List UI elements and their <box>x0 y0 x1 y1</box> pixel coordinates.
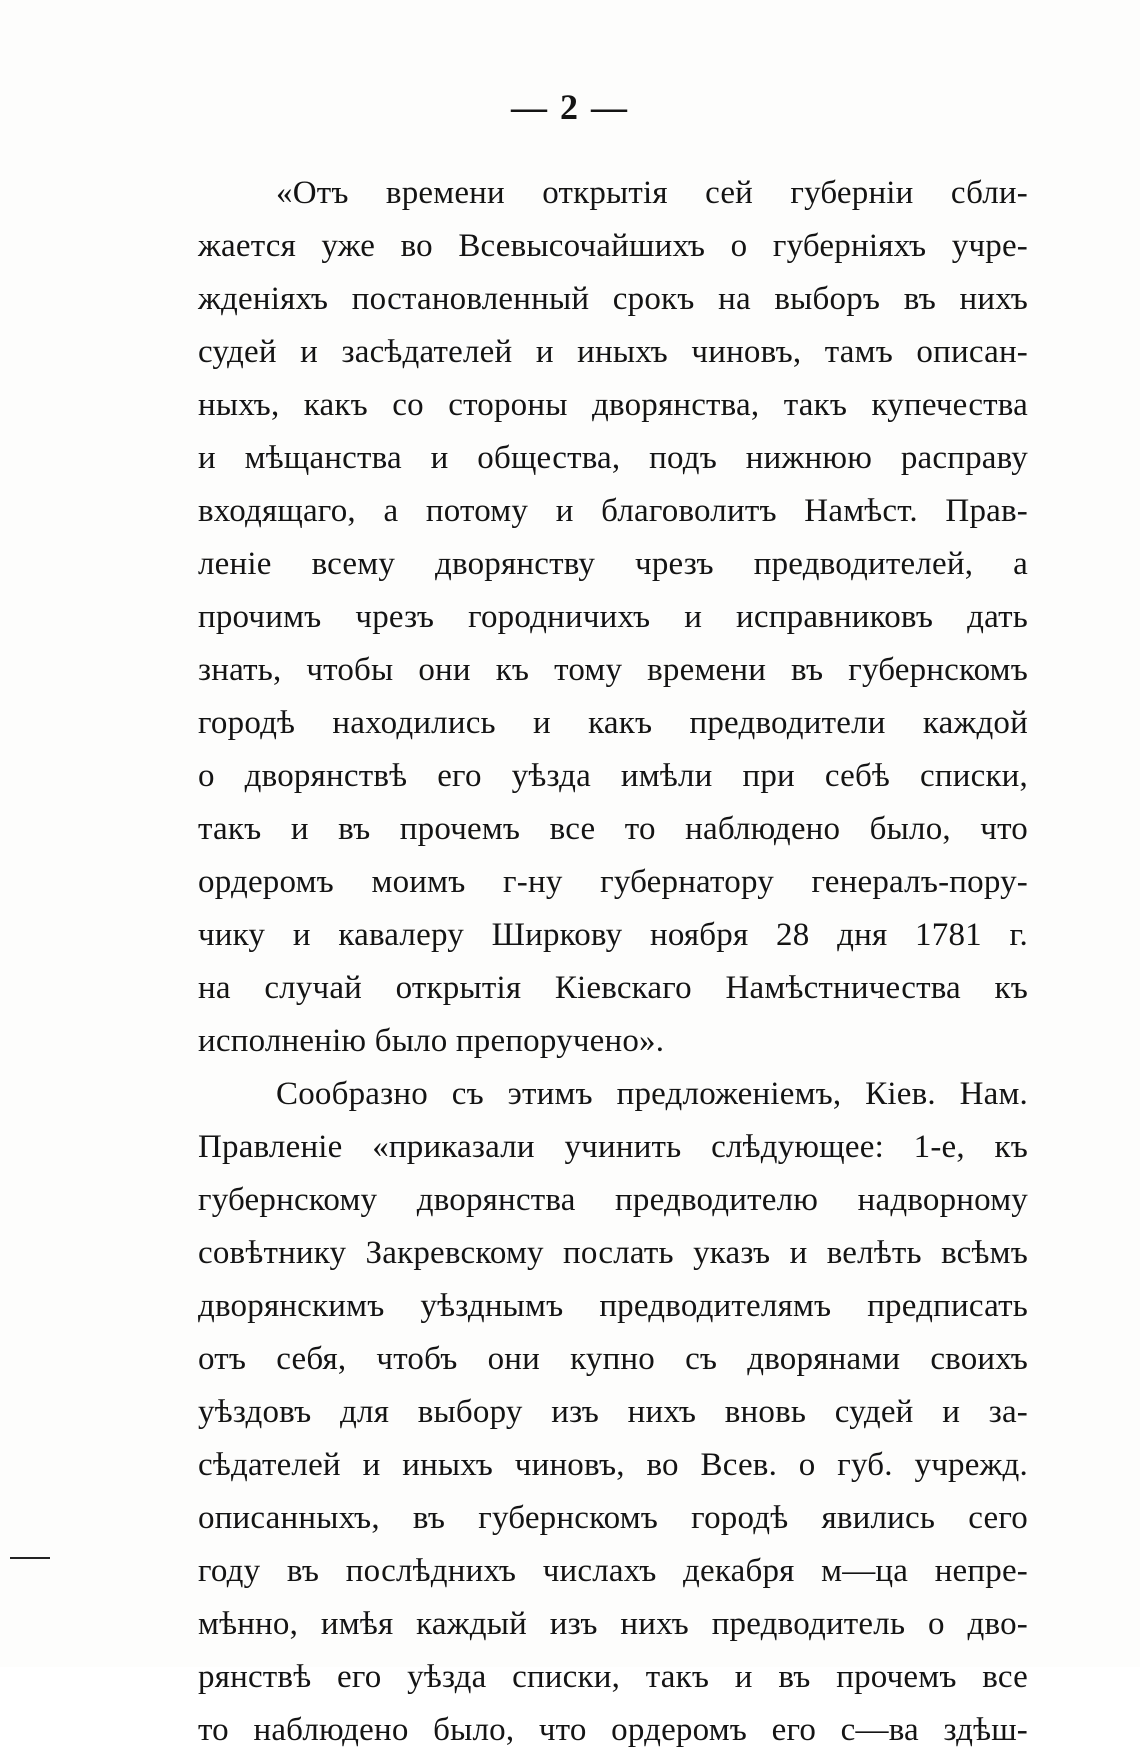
text-line: совѣтнику Закревскому послать указъ и велѣть всѣмъ <box>198 1235 1028 1271</box>
text-line: исполненію было препоручено». <box>198 1023 665 1059</box>
text-line: губернскому дворянства предводителю надворному <box>198 1182 1028 1218</box>
text-line: жается уже во Всевысочайшихъ о губерніяхъ учре- <box>198 228 1028 264</box>
text-line: году въ послѣднихъ числахъ декабря м—ца непре- <box>198 1553 1028 1589</box>
text-line: ныхъ, какъ со стороны дворянства, такъ купечества <box>198 387 1028 423</box>
text-line: и мѣщанства и общества, подъ нижнюю расправу <box>198 440 1028 476</box>
text-line: уѣздовъ для выбору изъ нихъ вновь судей и за- <box>198 1394 1028 1430</box>
text-line: знать, чтобы они къ тому времени въ губернскомъ <box>198 652 1028 688</box>
text-line: чику и кавалеру Ширкову ноября 28 дня 1781 г. <box>198 917 1028 953</box>
text-line: Правленіе «приказали учинить слѣдующее: 1-е, къ <box>198 1129 1028 1165</box>
text-line: леніе всему дворянству чрезъ предводителей, а <box>198 546 1028 582</box>
margin-mark <box>10 1557 50 1559</box>
page-number: — 2 — <box>511 87 629 127</box>
text-line: такъ и въ прочемъ все то наблюдено было, что <box>198 811 1028 847</box>
text-line: сѣдателей и иныхъ чиновъ, во Всев. о губ. учрежд. <box>198 1447 1028 1483</box>
text-line: то наблюдено было, что ордеромъ его с—ва здѣш- <box>198 1712 1028 1748</box>
text-line: описанныхъ, въ губернскомъ городѣ явились сего <box>198 1500 1028 1536</box>
text-line: на случай открытія Кіевскаго Намѣстничества къ <box>198 970 1028 1006</box>
text-line: рянствѣ его уѣзда списки, такъ и въ прочемъ все <box>198 1659 1028 1695</box>
text-line: о дворянствѣ его уѣзда имѣли при себѣ списки, <box>198 758 1028 794</box>
text-line: «Отъ времени открытія сей губерніи сбли- <box>276 175 1028 211</box>
text-line: судей и засѣдателей и иныхъ чиновъ, тамъ описан- <box>198 334 1028 370</box>
text-line: мѣнно, имѣя каждый изъ нихъ предводитель о дво- <box>198 1606 1028 1642</box>
text-line: входящаго, а потому и благоволитъ Намѣст. Прав- <box>198 493 1028 529</box>
text-line: городѣ находились и какъ предводители каждой <box>198 705 1028 741</box>
body-text <box>198 167 1028 1757</box>
text-line: отъ себя, чтобъ они купно съ дворянами своихъ <box>198 1341 1028 1377</box>
text-line: Сообразно съ этимъ предложеніемъ, Кіев. Нам. <box>276 1076 1028 1112</box>
text-line: дворянскимъ уѣзднымъ предводителямъ предписать <box>198 1288 1028 1324</box>
text-line: жденіяхъ постановленный срокъ на выборъ въ нихъ <box>198 281 1028 317</box>
text-line: ордеромъ моимъ г-ну губернатору генералъ-пору- <box>198 864 1028 900</box>
text-line: прочимъ чрезъ городничихъ и исправниковъ дать <box>198 599 1028 635</box>
